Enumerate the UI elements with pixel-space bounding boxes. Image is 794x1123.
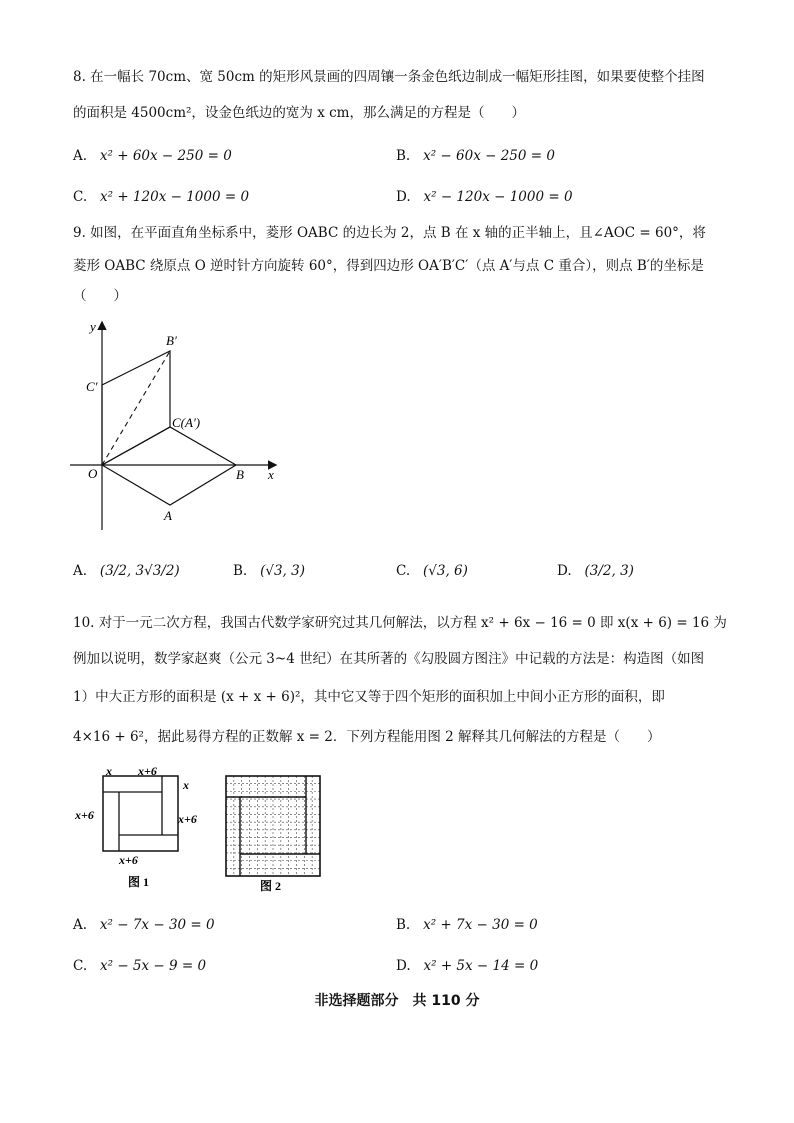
label-y: y [90,319,96,334]
option-letter: C. [396,563,411,579]
option-text: x² − 5x − 9 = 0 [100,958,207,974]
label-b-prime: B′ [166,333,177,348]
option-text: x² + 60x − 250 = 0 [99,148,232,164]
q10-stem-line3: 1）中大正方形的面积是 (x + x + 6)²，其中它又等于四个矩形的面积加上中间小正方形的面积，即 [73,689,665,705]
q10-stem-line2: 例加以说明，数学家赵爽（公元 3~4 世纪）在其所著的《勾股圆方图注》中记载的方法是：构造图（如图 [73,651,705,667]
q9-stem-line1: 9. 如图，在平面直角坐标系中，菱形 OABC 的边长为 2，点 B 在 x 轴的正半轴上，且∠AOC = 60°，将 [73,225,706,241]
option-letter: D. [557,563,572,579]
option-text: (3/2, 3) [584,563,634,579]
option-letter: B. [396,917,411,933]
q9-option-d [557,562,634,580]
option-letter: A. [73,148,88,164]
q9-option-a [73,562,180,580]
fig1-caption: 图 1 [128,875,150,889]
option-text: (3/2, 3√3/2) [99,563,180,579]
option-letter: D. [396,958,411,974]
q10-stem-line1: 10. 对于一元二次方程，我国古代数学家研究过其几何解法，以方程 x² + 6x − 16 = 0 即 x(x + 6) = 16 为 [73,615,727,631]
option-letter: B. [233,563,248,579]
q8-option-a [73,147,232,165]
fig1-top-x6: x+6 [138,765,157,778]
option-text: (√3, 6) [423,563,468,579]
fig1-left-x6: x+6 [75,808,94,822]
q10-stem-line4: 4×16 + 6²，据此易得方程的正数解 x = 2．下列方程能用图 2 解释其几何解法的方程是（ ） [73,729,661,745]
option-letter: D. [396,189,411,205]
q8-option-c [73,188,249,206]
label-o: O [88,466,98,481]
fig2-caption: 图 2 [260,879,282,893]
option-text: x² + 120x − 1000 = 0 [100,189,250,205]
fig1-bottom-x6: x+6 [119,853,138,867]
q10-figure-2 [220,772,330,894]
fig1-right-x: x [183,778,189,792]
option-letter: A. [73,563,88,579]
label-a: A [164,508,172,523]
option-text: x² + 5x − 14 = 0 [423,958,539,974]
option-text: (√3, 3) [260,563,305,579]
option-text: x² − 7x − 30 = 0 [99,917,215,933]
fig1-top-x: x [106,765,112,778]
label-c-aprime: C(A′) [172,415,201,430]
q10-option-c [73,957,206,975]
q10-option-a [73,916,215,934]
q10-figure-1 [72,765,212,895]
option-text: x² − 120x − 1000 = 0 [423,189,573,205]
option-text: x² − 60x − 250 = 0 [423,148,555,164]
q8-stem-line2: 的面积是 4500cm²，设金色纸边的宽为 x cm，那么满足的方程是（ ） [73,105,525,121]
q8-option-b [396,147,555,165]
q8-option-d [396,188,573,206]
option-letter: A. [73,917,88,933]
option-text: x² + 7x − 30 = 0 [423,917,538,933]
option-letter: C. [73,958,88,974]
rhombus-oabc [102,427,236,505]
q10-option-b [396,916,538,934]
label-c-prime: C′ [86,379,98,394]
q8-stem-line1: 8. 在一幅长 70cm、宽 50cm 的矩形风景画的四周镶一条金色纸边制成一幅矩形挂图，如果要使整个挂图 [73,69,705,85]
q9-coordinate-figure [60,315,290,535]
fig1-right-x6: x+6 [178,812,197,826]
q9-option-b [233,562,305,580]
label-x: x [268,467,274,482]
q9-option-c [396,562,468,580]
q9-stem-line3: （ ） [73,288,127,304]
q9-stem-line2: 菱形 OABC 绕原点 O 逆时针方向旋转 60°，得到四边形 OA′B′C′（点 A′与点 C 重合），则点 B′的坐标是 [73,258,704,274]
option-letter: C. [73,189,88,205]
q10-option-d [396,957,538,975]
label-b: B [236,467,244,482]
option-letter: B. [396,148,411,164]
section-heading: 非选择题部分 共 110 分 [314,993,480,1009]
